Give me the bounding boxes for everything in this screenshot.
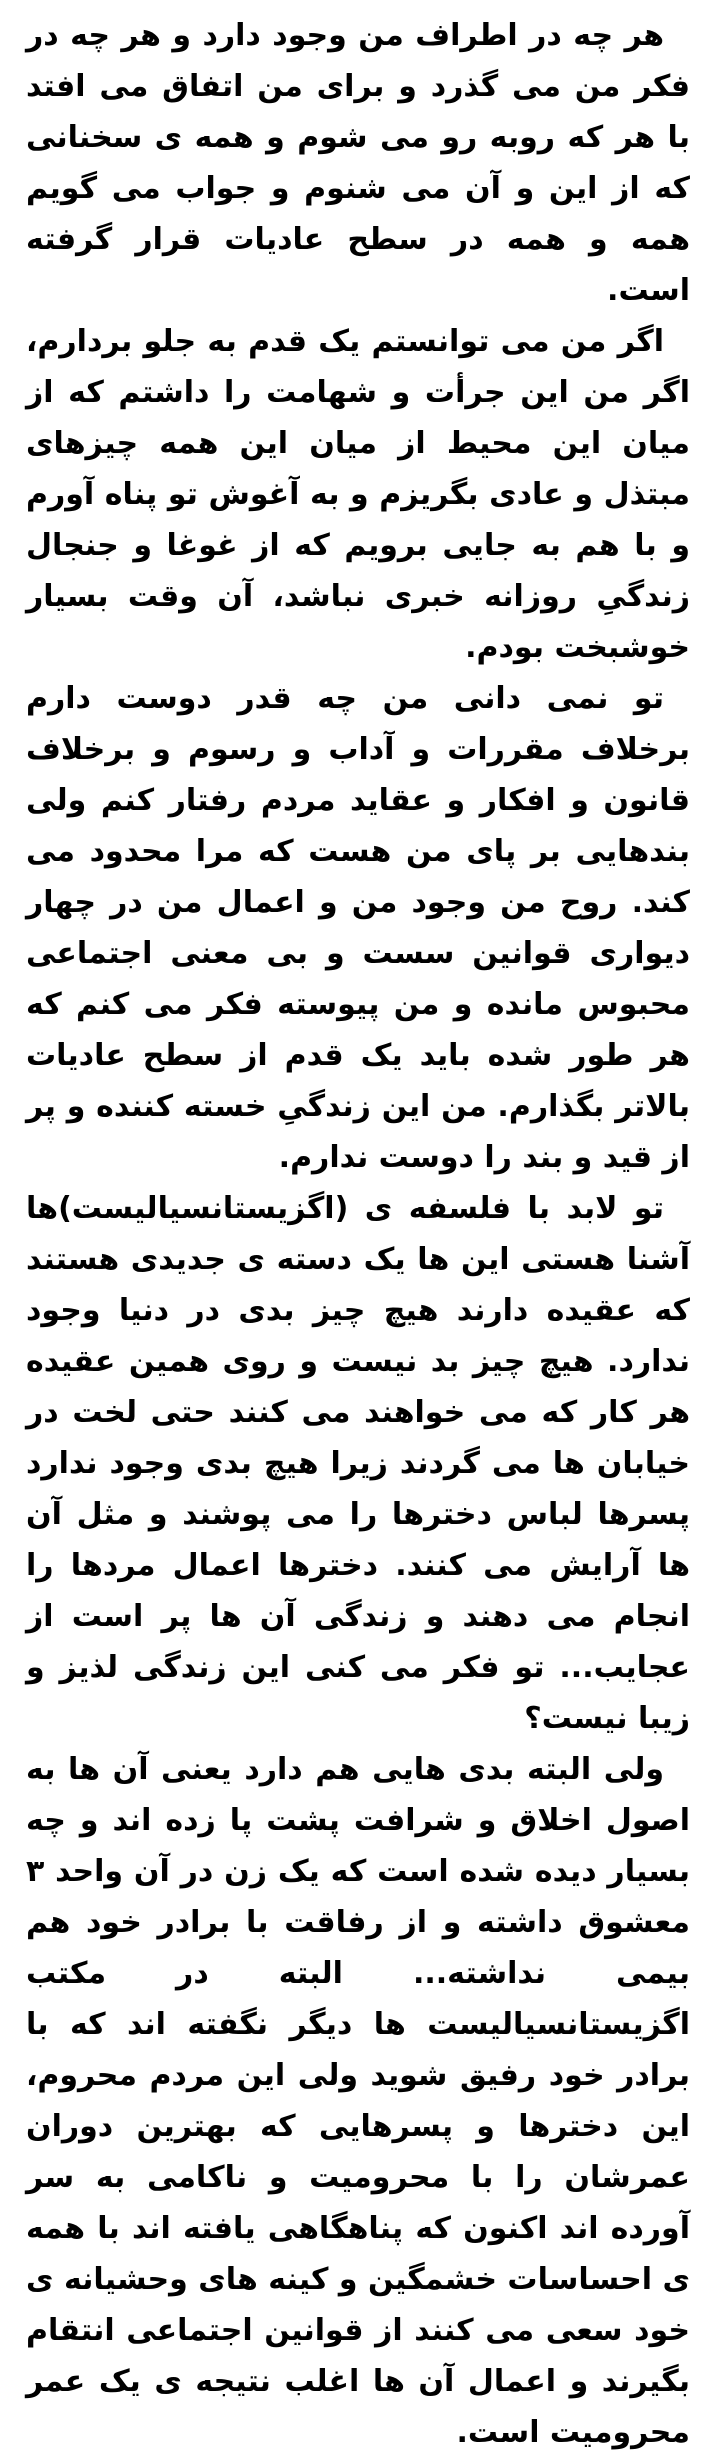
paragraph-5: ولی البته بدی هایی هم دارد یعنی آن ها به اصول اخلاق و شرافت پشت پا زده اند و چه بسیار دیده شده است که یک زن در آن واحد ۳ معشوق داشته و از رفاقت با برادر خود هم بیمی نداشته... البته در مکتب اگزیستانسیالیست ها دیگر نگفته اند که با برادر خود رفیق شوید ولی این مردم محروم، این دخترها و پسرهایی که بهترین دوران عمرشان را با محرومیت و ناکامی به سر آورده اند اکنون که پناهگاهی یافته اند با همه ی احساسات خشمگین و کینه های وحشیانه ی خود سعی می کنند از قوانین اجتماعی انتقام بگیرند و اعمال آن ها اغلب نتیجه ی یک عمر محرومیت است.: [26, 1752, 690, 2450]
paragraph-4: تو لابد با فلسفه ی (اگزیستانسیالیست)ها آشنا هستی این ها یک دسته ی جدیدی هستند که عقیده دارند هیچ چیز بدی در دنیا وجود ندارد. هیچ چیز بد نیست و روی همین عقیده هر کار که می خواهند می کنند حتی لخت در خیابان ها می گردند زیرا هیچ بدی وجود ندارد پسرها لباس دخترها را می پوشند و مثل آن ها آرایش می کنند. دخترها اعمال مردها را انجام می دهند و زندگی آن ها پر است از عجایب... تو فکر می کنی این زندگی لذیز و زیبا نیست؟: [26, 1191, 690, 1736]
paragraph-1: هر چه در اطراف من وجود دارد و هر چه در فکر من می گذرد و برای من اتفاق می افتد با هر که روبه رو می شوم و همه ی سخنانی که از این و آن می شنوم و جواب می گویم همه و همه در سطح عادیات قرار گرفته است.: [26, 18, 690, 308]
paragraph-2: اگر من می توانستم یک قدم به جلو بردارم، اگر من این جرأت و شهامت را داشتم که از میان این محیط از میان این همه چیزهای مبتذل و عادی بگریزم و به آغوش تو پناه آورم و با هم به جایی برویم که از غوغا و جنجال زندگیِ روزانه خبری نباشد، آن وقت بسیار خوشبخت بودم.: [26, 324, 690, 665]
paragraph-3: تو نمی دانی من چه قدر دوست دارم برخلاف مقررات و آداب و رسوم و برخلاف قانون و افکار و عقاید مردم رفتار کنم ولی بندهایی بر پای من هست که مرا محدود می کند. روح من وجود من و اعمال من در چهار دیواری قوانین سست و بی معنی اجتماعی محبوس مانده و من پیوسته فکر می کنم که هر طور شده باید یک قدم از سطح عادیات بالاتر بگذارم. من این زندگیِ خسته کننده و پر از قید و بند را دوست ندارم.: [26, 681, 690, 1175]
